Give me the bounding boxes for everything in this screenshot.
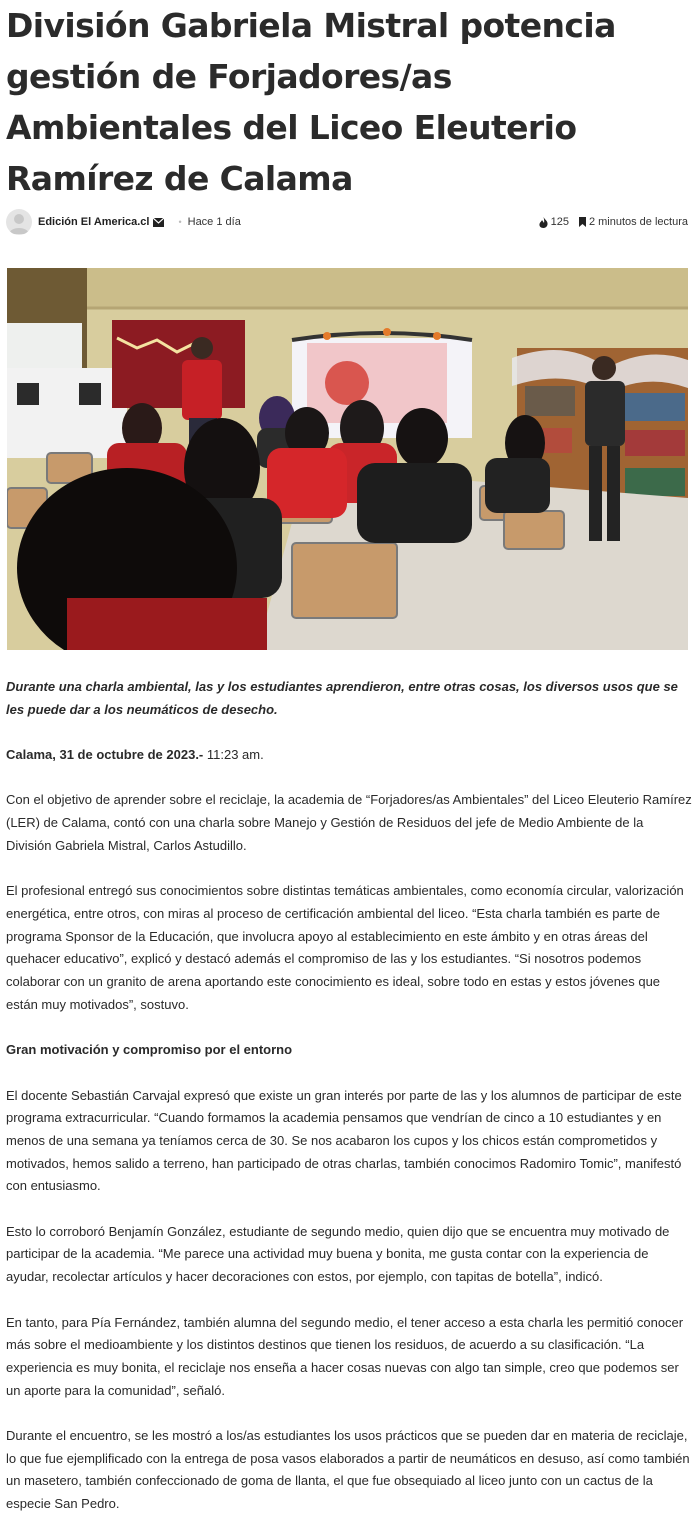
dateline-date: Calama, 31 de octubre de 2023.-: [6, 747, 204, 763]
image-caption: Durante una charla ambiental, las y los estudiantes aprendieron, entre otras cosas, los diversos usos que se les puede dar a los neumáticos de desecho.: [6, 679, 678, 717]
article-stats: [539, 216, 688, 228]
article-title: División Gabriela Mistral potencia gestión de Forjadores/as Ambientales del Liceo Eleuterio Ramírez de Calama: [6, 6, 616, 198]
dateline-time: 11:23 am.: [203, 747, 264, 763]
bookmark-icon: [579, 217, 586, 227]
post-date: Hace 1 día: [187, 216, 241, 228]
meta-separator: •: [178, 217, 182, 227]
paragraph-6: Durante el encuentro, se les mostró a los/as estudiantes los usos prácticos que se pueden dar en materia de reciclaje, lo que fue ejemplificado con la entrega de posa vasos elaborados a partir de neumáticos en desuso, así como también un masetero, también confeccionado de goma de llanta, el que fue obsequiado al liceo junto con un cactus de la especie San Pedro.: [6, 1428, 690, 1512]
article-body: [6, 676, 692, 1519]
author-link[interactable]: Edición El America.cl: [38, 216, 150, 228]
article-meta: [6, 208, 688, 236]
read-time-value: 2 minutos de lectura: [588, 216, 688, 228]
read-time: [579, 216, 688, 228]
dateline: [6, 744, 692, 767]
flame-icon: [539, 217, 548, 228]
paragraph-2: El profesional entregó sus conocimientos sobre distintas temáticas ambientales, como economía circular, valorización energética, entre otros, con miras al proceso de certificación ambiental del liceo. “Esta charla también es parte de programa Sponsor de la Educación, que involucra apoyo al establecimiento en este ámbito y en otras áreas del quehacer educativo”, explicó y destacó además el compromiso de las y los estudiantes. “Si nosotros podemos colaborar con un granito de arena aportando este conocimiento es ideal, sobre todo en estas y estos jóvenes que están muy motivados”, sostuvo.: [6, 883, 684, 1012]
article-featured-image: [7, 268, 688, 650]
views-count: [539, 216, 569, 228]
envelope-icon[interactable]: [153, 218, 164, 227]
paragraph-5: En tanto, para Pía Fernández, también alumna del segundo medio, el tener acceso a esta charla les permitió conocer más sobre el medioambiente y los distintos destinos que tienen los residuos, de acuerdo a su clasificación. “La experiencia es muy bonita, el reciclaje nos enseña a hacer cosas nuevas con algo tan simple, creo que podemos ser un aporte para la comunidad”, señaló.: [6, 1314, 684, 1398]
paragraph-3: El docente Sebastián Carvajal expresó que existe un gran interés por parte de las y los alumnos de participar de este programa extracurricular. “Cuando formamos la academia pensamos que vendrían de cinco a 10 estudiantes y en menos de una semana ya teníamos cerca de 30. Se nos acabaron los cupos y los chicos están comprometidos y motivados, hemos salido a terreno, han participado de otras charlas, también conocimos Radomiro Tomic”, manifestó con entusiasmo.: [6, 1087, 682, 1194]
author-avatar-icon[interactable]: [6, 209, 32, 235]
views-value: 125: [550, 216, 569, 228]
paragraph-4: Esto lo corroboró Benjamín González, estudiante de segundo medio, quien dijo que se encuentra muy motivado de participar de la academia. “Me parece una actividad muy buena y bonita, me gusta contar con la experiencia de ayudar, recolectar artículos y hacer decoraciones con estos, por ejemplo, con tapitas de botella”, indicó.: [6, 1223, 670, 1285]
paragraph-1: Con el objetivo de aprender sobre el reciclaje, la academia de “Forjadores/as Ambientales” del Liceo Eleuterio Ramírez (LER) de Calama, contó con una charla sobre Manejo y Gestión de Residuos del jefe de Medio Ambiente de la División Gabriela Mistral, Carlos Astudillo.: [6, 792, 692, 853]
section-subheading: Gran motivación y compromiso por el entorno: [6, 1042, 293, 1058]
